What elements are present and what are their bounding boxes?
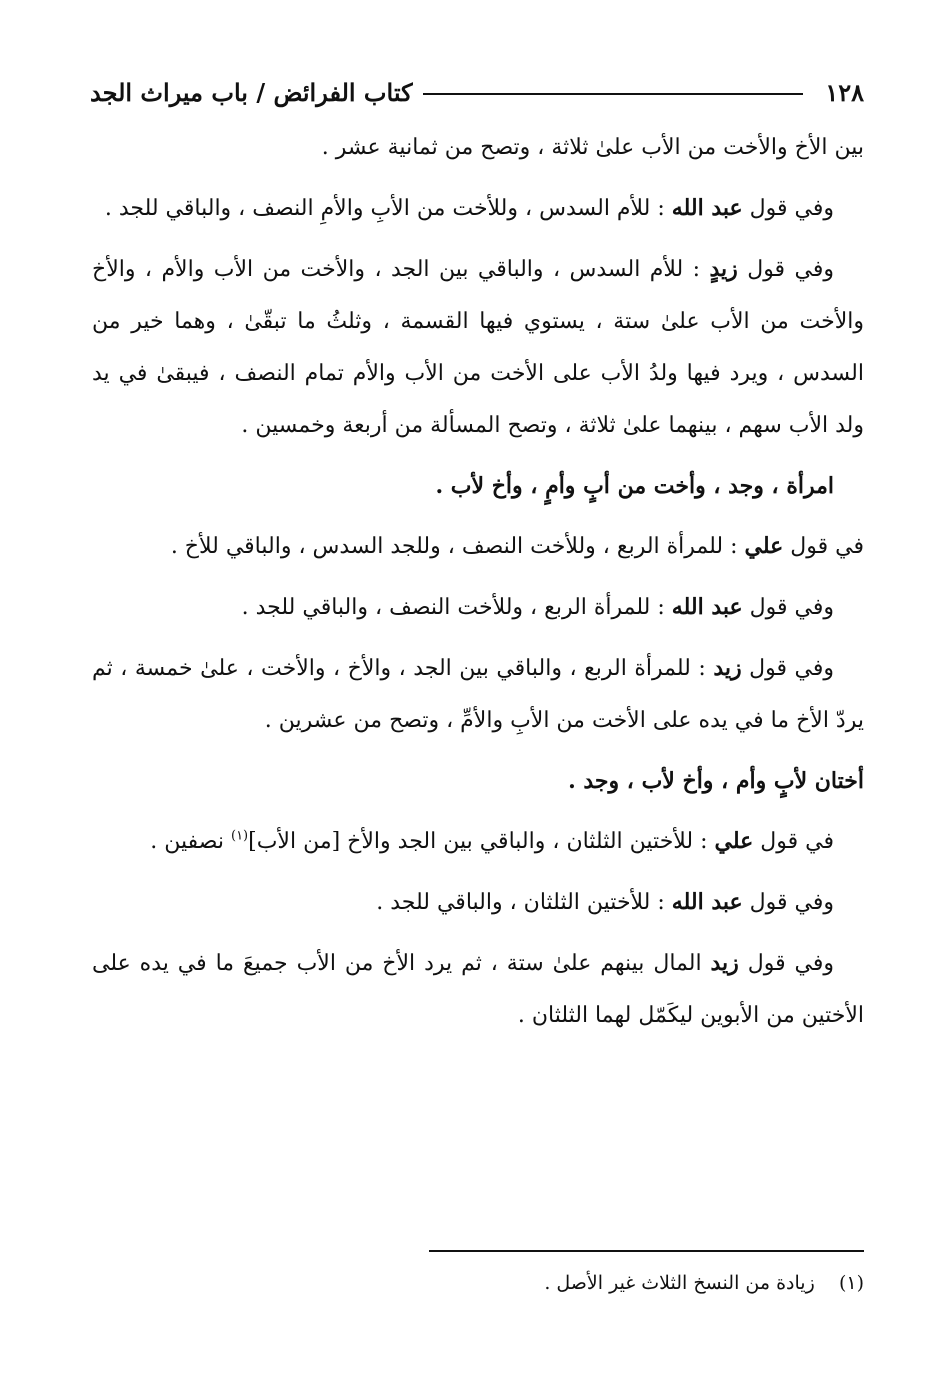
footnote (92, 1268, 864, 1298)
para-2 (92, 182, 864, 235)
para-7 (92, 815, 864, 868)
para-5 (92, 581, 864, 634)
paragraph-text: وفي قول (741, 656, 834, 681)
paragraph-text: وفي قول (742, 196, 834, 221)
para-8 (92, 876, 864, 929)
authority-name: عبد الله (671, 195, 743, 221)
heading-1 (92, 460, 864, 512)
para-4 (92, 520, 864, 573)
paragraph-text: : للمرأة الربع ، وللأخت النصف ، والباقي للجد . (241, 595, 672, 620)
heading-2 (92, 755, 864, 807)
paragraph-text: وفي قول (737, 257, 834, 282)
footnote-text: زيادة من النسخ الثلاث غير الأصل . (544, 1272, 815, 1294)
authority-name: عبد الله (671, 889, 743, 915)
running-title: كتاب الفرائض / باب ميراث الجد (90, 77, 413, 107)
para-6 (92, 642, 864, 747)
paragraph-text: : للمرأة الربع ، والباقي بين الجد ، والأخ ، والأخت ، علىٰ خمسة ، ثم يردّ الأخ ما في يده على الأخت من الأبِ والأمِّ ، وتصح من عشرين . (92, 656, 864, 733)
paragraph-text: وفي قول (742, 595, 834, 620)
paragraph-text: : للأم السدس ، وللأخت من الأبِ والأمِ النصف ، والباقي للجد . (104, 196, 672, 221)
paragraph-text: : للأم السدس ، والباقي بين الجد ، والأخت من الأب والأم ، والأخ والأخت من الأب علىٰ ستة ، يستوي فيها القسمة ، وثلثُ ما تبقّىٰ ، وهما خير من السدس ، ويرد فيها ولدُ الأب على الأخت من الأب والأم تمام النصف ، فيبقىٰ في يد ولد الأب سهم ، بينهما علىٰ ثلاثة ، وتصح المسألة من أربعة وخمسين . (92, 257, 864, 438)
footnote-separator (429, 1250, 864, 1252)
authority-name: عبد الله (671, 594, 743, 620)
authority-name: زيد (710, 950, 739, 976)
paragraph-text: وفي قول (738, 951, 834, 976)
authority-name: علي (744, 533, 784, 559)
paragraph-text: في قول (783, 534, 864, 559)
paragraph-text: : للمرأة الربع ، وللأخت النصف ، وللجد السدس ، والباقي للأخ . (170, 534, 745, 559)
para-3 (92, 243, 864, 452)
paragraph-text: وفي قول (742, 890, 834, 915)
page-body (92, 122, 864, 1050)
paragraph-text: : للأختين الثلثان ، والباقي للجد . (376, 890, 672, 915)
paragraph-text: امرأة ، وجد ، وأخت من أبٍ وأمٍ ، وأخ لأب . (435, 473, 834, 499)
page-header (90, 72, 864, 112)
paragraph-text: في قول (753, 829, 834, 854)
para-9 (92, 937, 864, 1042)
para-1 (92, 122, 864, 174)
authority-name: زيد (713, 655, 742, 681)
paragraph-text: نصفين . (150, 829, 231, 854)
page-number: ١٢٨ (825, 77, 864, 107)
authority-name: زيدٍ (709, 256, 738, 282)
footnote-marker: (١) (838, 1272, 864, 1294)
authority-name: علي (714, 828, 754, 854)
paragraph-text: أختان لأبٍ وأم ، وأخ لأب ، وجد . (568, 768, 864, 794)
paragraph-text: : للأختين الثلثان ، والباقي بين الجد والأخ [من الأب] (248, 829, 715, 854)
paragraph-text: المال بينهم علىٰ ستة ، ثم يرد الأخ من الأب جميعَ ما في يده على الأختين من الأبوين ليكَمّل لهما الثلثان . (92, 951, 864, 1028)
footnote-reference: (١) (230, 828, 249, 844)
paragraph-text: بين الأخ والأخت من الأب علىٰ ثلاثة ، وتصح من ثمانية عشر . (321, 135, 864, 160)
header-rule (423, 93, 804, 95)
